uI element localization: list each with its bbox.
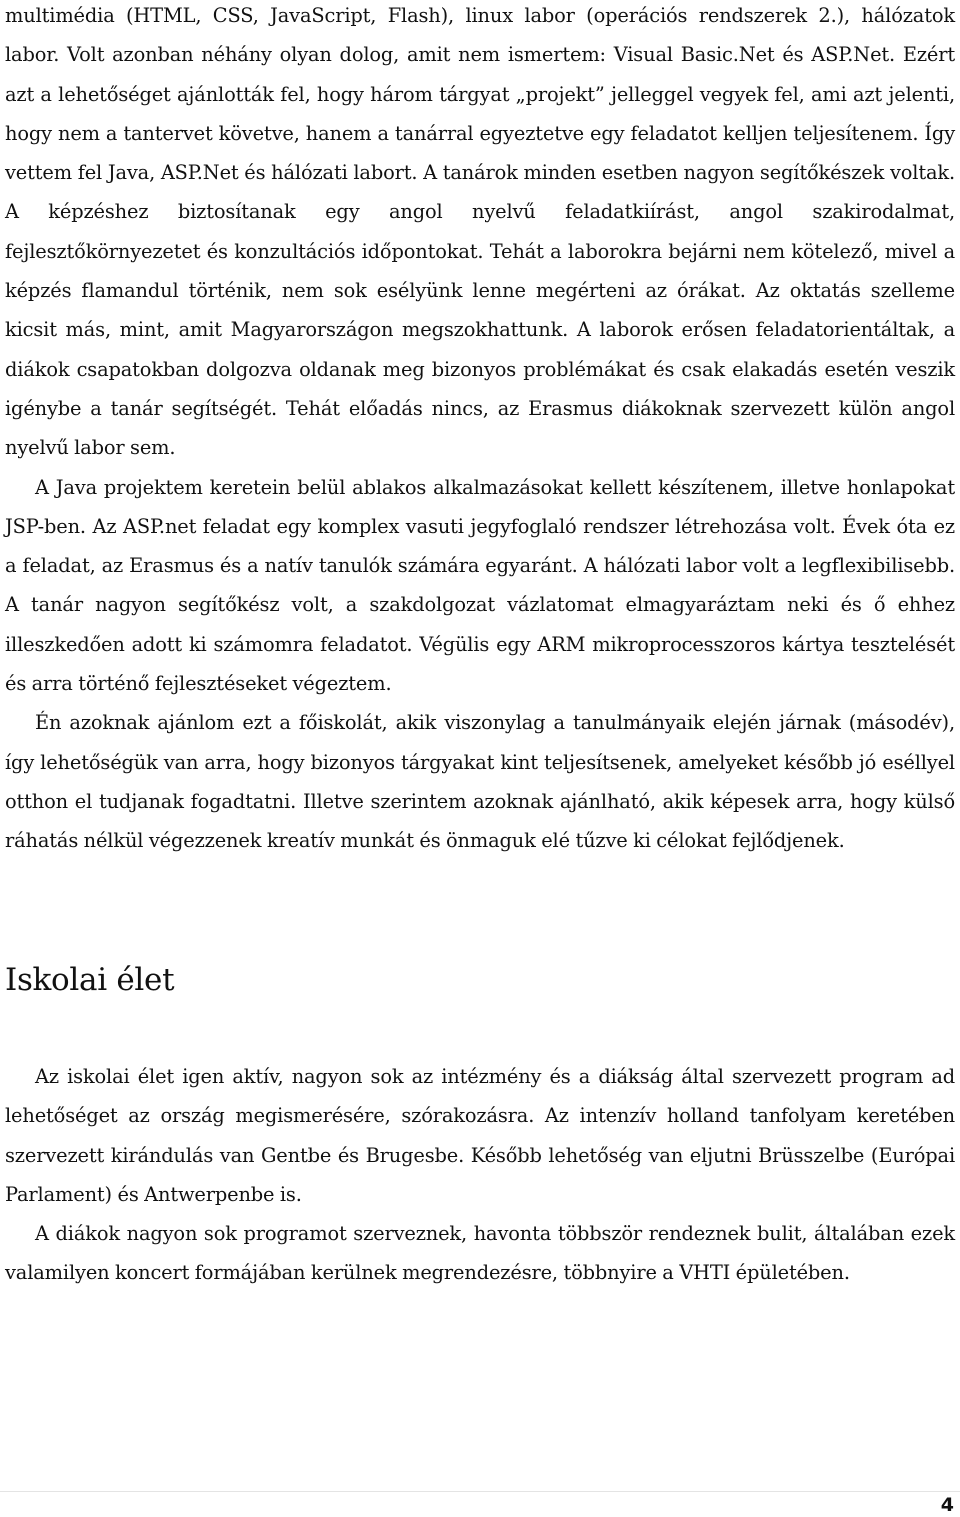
section-heading: Iskolai élet (5, 962, 175, 998)
page-number: 4 (940, 1494, 954, 1516)
body-paragraph: A Java projektem keretein belül ablakos alkalmazásokat kellett készítenem, illetve honlapokat JSP-ben. Az ASP.net feladat egy komplex vasuti jegyfoglaló rendszer létrehozása volt. Évek óta ez a feladat, az Erasmus és a natív tanulók számára egyaránt. A hálózati labor volt a legflexibilisebb. A tanár nagyon segítőkész volt, a szakdolgozat vázlatomat elmagyaráztam neki és ő ehhez illeszkedően adott ki számomra feladatot. Végülis egy ARM mikroprocesszoros kártya tesztelését és arra történő fejlesztéseket végeztem. (5, 475, 955, 696)
document-page (5, 0, 955, 1285)
body-paragraph: Én azoknak ajánlom ezt a főiskolát, akik viszonylag a tanulmányaik elején járnak (másodév), így lehetőségük van arra, hogy bizonyos tárgyakat kint teljesítsenek, amelyeket később jó eséllyel otthon el tudjanak fogadtatni. Illetve szerintem azoknak ajánlható, akik képesek arra, hogy külső ráhatás nélkül végezzenek kreatív munkát és önmaguk elé tűzve ki célokat fejlődjenek. (5, 711, 955, 853)
footer-divider (0, 1491, 960, 1492)
body-paragraph: A diákok nagyon sok programot szerveznek, havonta többször rendeznek bulit, általában ezek valamilyen koncert formájában kerülnek megrendezésre, többnyire a VHTI épületében. (5, 1222, 955, 1285)
body-paragraph: Az iskolai élet igen aktív, nagyon sok az intézmény és a diákság által szervezett program ad lehetőséget az ország megismerésére, szórakozásra. Az intenzív holland tanfolyam keretében szervezett kirándulás van Gentbe és Brugesbe. Később lehetőség van eljutni Brüsszelbe (Európai Parlament) és Antwerpenbe is. (5, 1065, 955, 1206)
body-paragraph: multimédia (HTML, CSS, JavaScript, Flash), linux labor (operációs rendszerek 2.), hálózatok labor. Volt azonban néhány olyan dolog, amit nem ismertem: Visual Basic.Net és ASP.Net. Ezért azt a lehetőséget ajánlották fel, hogy három tárgyat „projekt” jelleggel vegyek fel, ami azt jelenti, hogy nem a tantervet követve, hanem a tanárral egyeztetve egy feladatot kelljen teljesítenem. Így vettem fel Java, ASP.Net és hálózati labort. A tanárok minden esetben nagyon segítőkészek voltak. A képzéshez biztosítanak egy angol nyelvű feladatkiírást, angol szakirodalmat, fejlesztőkörnyezetet és konzultációs időpontokat. Tehát a laborokra bejárni nem kötelező, mivel a képzés flamandul történik, nem sok esélyünk lenne megérteni az órákat. Az oktatás szelleme kicsit más, mint, amit Magyarországon megszokhattunk. A laborok erősen feladatorientáltak, a diákok csapatokban dolgozva oldanak meg bizonyos problémákat és csak elakadás esetén veszik igénybe a tanár segítségét. Tehát előadás nincs, az Erasmus diákoknak szervezett külön angol nyelvű labor sem. (5, 4, 955, 460)
section-body (5, 1057, 955, 1293)
